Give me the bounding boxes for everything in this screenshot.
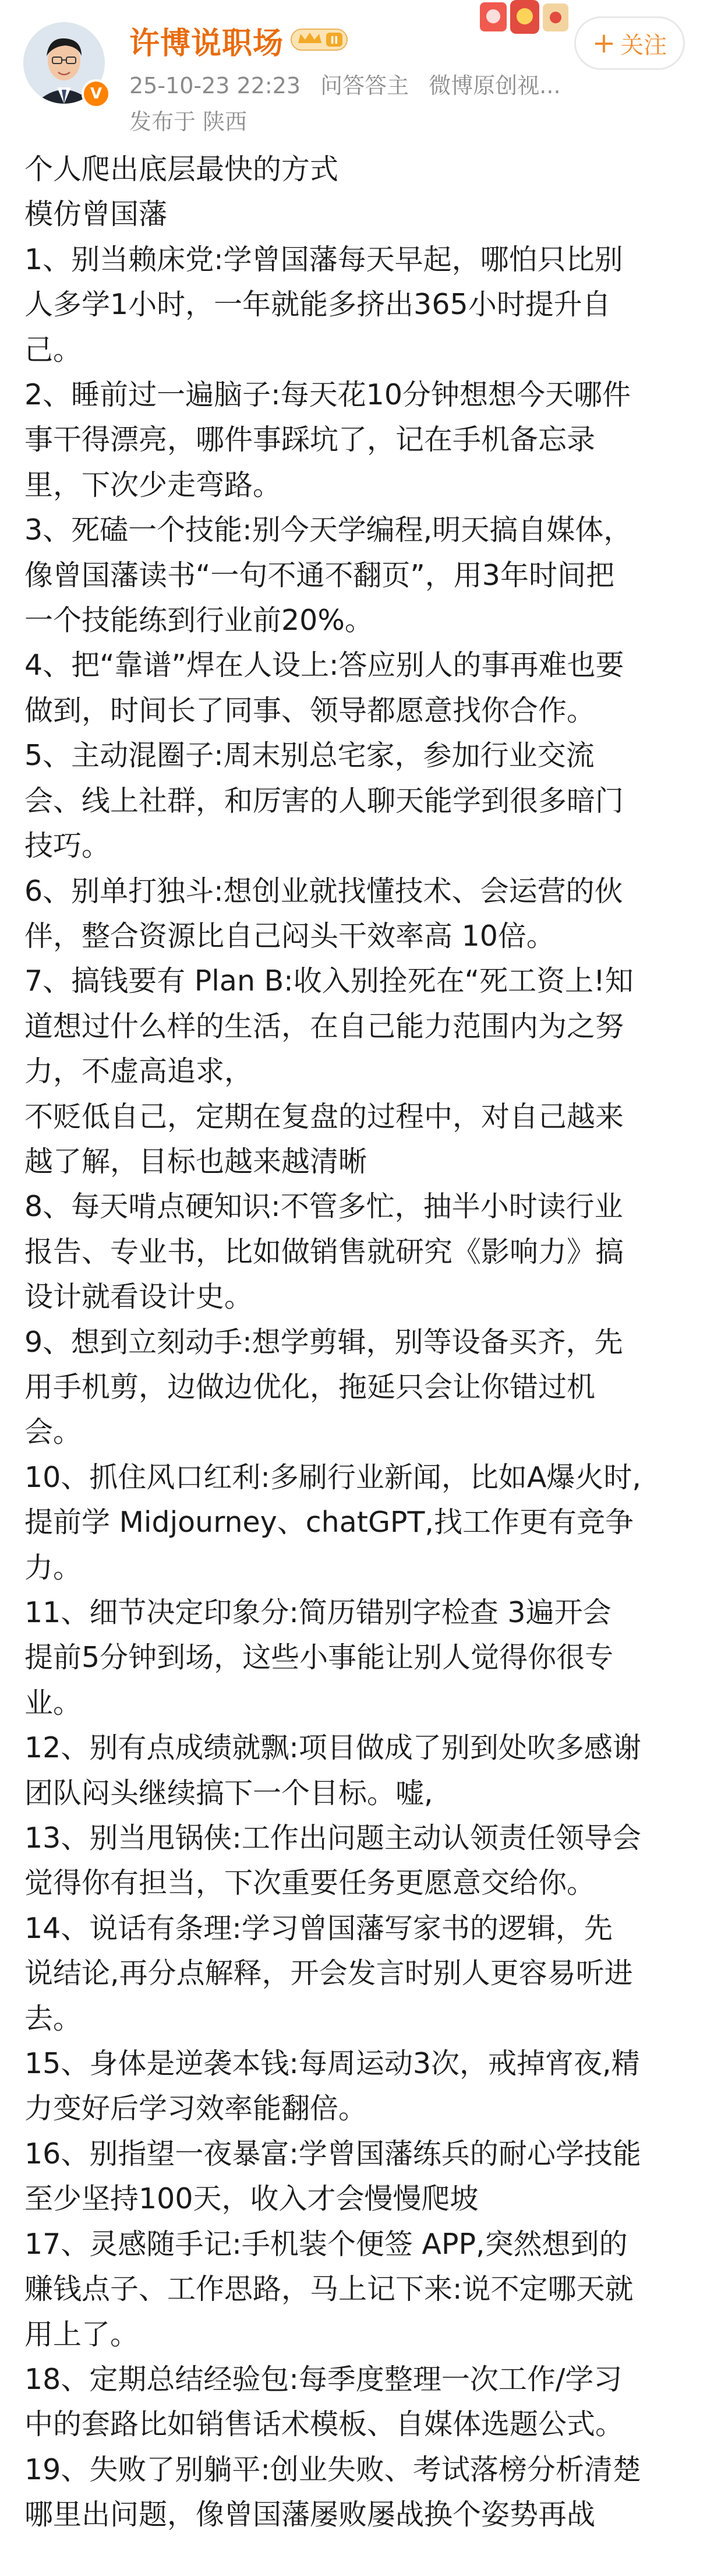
decoration-badges — [478, 0, 571, 37]
follow-button[interactable] — [574, 16, 685, 70]
post-text-line: 12、别有点成绩就飘:项目做成了别到处吹多感谢 — [24, 1731, 641, 1765]
post-text-line: 去。 — [24, 2001, 82, 2035]
post-text-line: 设计就看设计史。 — [24, 1280, 253, 1314]
source-tag: 问答答主 — [320, 73, 409, 98]
verified-icon: V — [82, 79, 111, 108]
level-badge-icon — [290, 26, 348, 54]
post-text-line: 力变好后学习效率能翻倍。 — [24, 2092, 367, 2126]
post-text-line: 3、死磕一个技能:别今天学编程,明天搞自媒体， — [24, 513, 632, 547]
post-text-line: 6、别单打独斗:想创业就找懂技术、会运营的伙 — [24, 874, 623, 908]
post-text-line: 报告、专业书，比如做销售就研究《影响力》搞 — [24, 1235, 624, 1268]
post-text-line: 16、别指望一夜暴富:学曾国藩练兵的耐心学技能 — [24, 2137, 641, 2170]
post-text-line: 做到，时间长了同事、领导都愿意找你合作。 — [24, 693, 596, 727]
post-text-line: 赚钱点子、工作思路，马上记下来:说不定哪天就 — [24, 2272, 634, 2306]
level-badge-text: II — [330, 34, 338, 47]
post-text-line: 用上了。 — [24, 2317, 139, 2351]
post-text-line: 4、把“靠谱”焊在人设上:答应别人的事再难也要 — [24, 649, 624, 682]
follow-label: 关注 — [620, 31, 667, 59]
post-text-line: 人多学1小时，一年就能多挤出365小时提升自 — [24, 288, 611, 322]
post-content — [24, 147, 694, 2538]
post-text-line: 至少坚持100天，收入才会慢慢爬坡 — [24, 2182, 479, 2216]
plus-icon: + — [592, 27, 616, 59]
post-text-line: 提前5分钟到场，这些小事能让别人觉得你很专 — [24, 1641, 614, 1675]
post-text-line: 道想过什么样的生活，在自己能力范围内为之努 — [24, 1009, 624, 1043]
post-text-line: 7、搞钱要有 Plan B:收入别拴死在“死工资上!知 — [24, 964, 634, 998]
post-text-line: 业。 — [24, 1686, 82, 1719]
post-text-line: 用手机剪，边做边优化，拖延只会让你错过机 — [24, 1370, 596, 1404]
post-meta — [129, 68, 574, 100]
post-text-line: 技巧。 — [24, 829, 111, 863]
post-text-line: 提前学 Midjourney、chatGPT,找工作更有竞争 — [24, 1506, 634, 1539]
post-text-line: 2、睡前过一遍脑子:每天花10分钟想想今天哪件 — [24, 378, 631, 412]
post-text-line: 会、线上社群，和厉害的人聊天能学到很多暗门 — [24, 784, 624, 817]
post-text-line: 10、抓住风口红利:多刷行业新闻，比如A爆火时, — [24, 1460, 641, 1494]
post-text-line: 模仿曾国藩 — [24, 198, 168, 231]
post-text-line: 17、灵感随手记:手机装个便签 APP,突然想到的 — [24, 2227, 628, 2261]
post-text-line: 15、身体是逆袭本钱:每周运动3次，戒掉宵夜,精 — [24, 2047, 640, 2081]
post-text-line: 像曾国藩读书“一句不通不翻页”，用3年时间把 — [24, 558, 614, 592]
post-text-line: 力。 — [24, 1550, 82, 1584]
post-text-line: 中的套路比如销售话术模板、自媒体选题公式。 — [24, 2408, 624, 2441]
post-text-line: 里，下次少走弯路。 — [24, 468, 282, 502]
post-text-line: 伴，整合资源比自己闷头干效率高 10倍。 — [24, 919, 555, 953]
post-text-line: 9、想到立刻动手:想学剪辑，别等设备买齐，先 — [24, 1325, 623, 1359]
post-text-line: 己。 — [24, 333, 82, 367]
post-text-line: 说结论,再分点解释，开会发言时别人更容易听进 — [24, 1957, 633, 1990]
post-text-line: 个人爬出底层最快的方式 — [24, 153, 339, 186]
post-text-line: 越了解，目标也越来越清晰 — [24, 1144, 367, 1178]
post-text-line: 5、主动混圈子:周末别总宅家，参加行业交流 — [24, 739, 595, 773]
post-location: 发布于 陕西 — [129, 109, 248, 135]
post-text-line: 会。 — [24, 1415, 82, 1449]
post-text-line: 事干得漂亮，哪件事踩坑了，记在手机备忘录 — [24, 423, 596, 457]
post-text-line: 哪里出问题，像曾国藩屡败屡战换个姿势再战 — [24, 2498, 596, 2532]
post-text-line: 1、别当赖床党:学曾国藩每天早起，哪怕只比别 — [24, 242, 623, 276]
post-text-line: 一个技能练到行业前20%。 — [24, 604, 373, 637]
source-tag[interactable]: 微博原创视... — [429, 73, 561, 98]
post-text-line: 力，不虚高追求， — [24, 1055, 253, 1088]
post-text-line: 觉得你有担当，下次重要任务更愿意交给你。 — [24, 1866, 596, 1900]
author-name[interactable]: 许博说职场 — [129, 26, 284, 61]
post-header — [0, 0, 707, 137]
post-text-line: 14、说话有条理:学习曾国藩写家书的逻辑，先 — [24, 1911, 613, 1945]
post-text-line: 19、失败了别躺平:创业失败、考试落榜分析清楚 — [24, 2452, 641, 2486]
post-text-line: 18、定期总结经验包:每季度整理一次工作/学习 — [24, 2362, 623, 2396]
post-text-line: 团队闷头继续搞下一个目标。嘘, — [24, 1776, 433, 1810]
post-text-line: 8、每天啃点硬知识:不管多忙，抽半小时读行业 — [24, 1190, 623, 1224]
post-text-line: 不贬低自己，定期在复盘的过程中，对自己越来 — [24, 1100, 624, 1133]
post-text-line: 13、别当甩锅侠:工作出问题主动认领责任领导会 — [24, 1821, 641, 1855]
post-text-line: 11、细节决定印象分:简历错别字检查 3遍开会 — [24, 1596, 611, 1629]
post-timestamp: 25-10-23 22:23 — [129, 73, 301, 98]
